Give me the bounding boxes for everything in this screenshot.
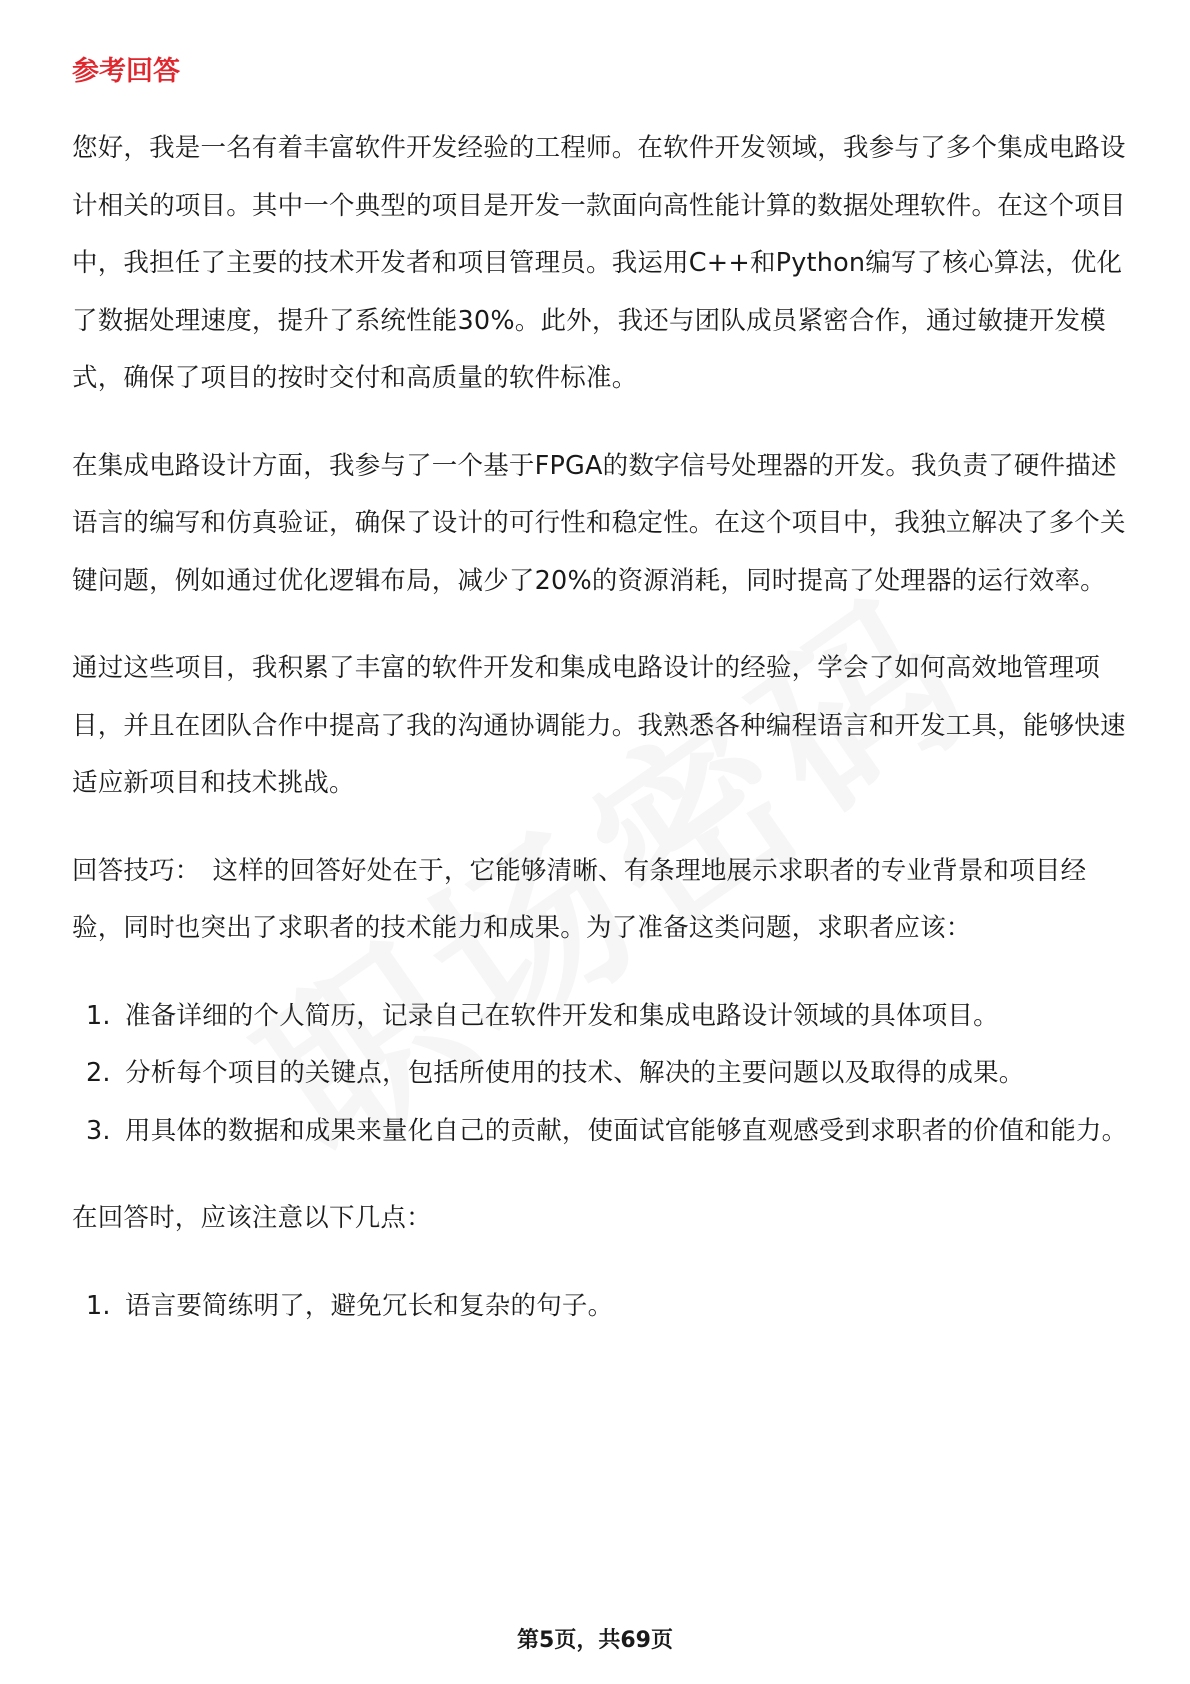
section-heading: 参考回答	[72, 56, 180, 87]
answer-paragraph-1: 您好，我是一名有着丰富软件开发经验的工程师。在软件开发领域，我参与了多个集成电路设计相关的项目。其中一个典型的项目是开发一款面向高性能计算的数据处理软件。在这个项目中，我担任了主要的技术开发者和项目管理员。我运用C++和Python编写了核心算法，优化了数据处理速度，提升了系统性能30%。此外，我还与团队成员紧密合作，通过敏捷开发模式，确保了项目的按时交付和高质量的软件标准。	[72, 133, 1126, 393]
list-item	[72, 1103, 1132, 1161]
list-item-text: 分析每个项目的关键点，包括所使用的技术、解决的主要问题以及取得的成果。	[125, 1058, 1025, 1088]
list-item-text: 用具体的数据和成果来量化自己的贡献，使面试官能够直观感受到求职者的价值和能力。	[125, 1115, 1128, 1146]
tips-label: 回答技巧：	[72, 855, 201, 886]
answer-paragraph-2: 在集成电路设计方面，我参与了一个基于FPGA的数字信号处理器的开发。我负责了硬件描述语言的编写和仿真验证，确保了设计的可行性和稳定性。在这个项目中，我独立解决了多个关键问题，例如通过优化逻辑布局，减少了20%的资源消耗，同时提高了处理器的运行效率。	[72, 450, 1126, 596]
document-page	[72, 48, 1132, 1365]
list-item-number: 1.	[86, 1000, 111, 1031]
notes-intro: 在回答时，应该注意以下几点：	[72, 1203, 432, 1233]
list-item	[72, 1045, 1132, 1103]
list-item	[72, 988, 1132, 1046]
notes-list	[72, 1278, 1132, 1336]
prep-steps-list	[72, 988, 1132, 1161]
list-item	[72, 1278, 1132, 1336]
answer-paragraph-3: 通过这些项目，我积累了丰富的软件开发和集成电路设计的经验，学会了如何高效地管理项目，并且在团队合作中提高了我的沟通协调能力。我熟悉各种编程语言和开发工具，能够快速适应新项目和技术挑战。	[72, 653, 1126, 798]
tips-text: 这样的回答好处在于，它能够清晰、有条理地展示求职者的专业背景和项目经验，同时也突出了求职者的技术能力和成果。为了准备这类问题，求职者应该：	[72, 855, 1087, 943]
page-number-footer: 第5页，共69页	[517, 1628, 673, 1653]
tips-paragraph	[72, 843, 1132, 958]
list-item-text: 语言要简练明了，避免冗长和复杂的句子。	[125, 1290, 614, 1321]
list-item-text: 准备详细的个人简历，记录自己在软件开发和集成电路设计领域的具体项目。	[125, 1000, 999, 1031]
list-item-number: 3.	[86, 1115, 111, 1146]
list-item-number: 2.	[86, 1058, 111, 1088]
list-item-number: 1.	[86, 1290, 111, 1321]
